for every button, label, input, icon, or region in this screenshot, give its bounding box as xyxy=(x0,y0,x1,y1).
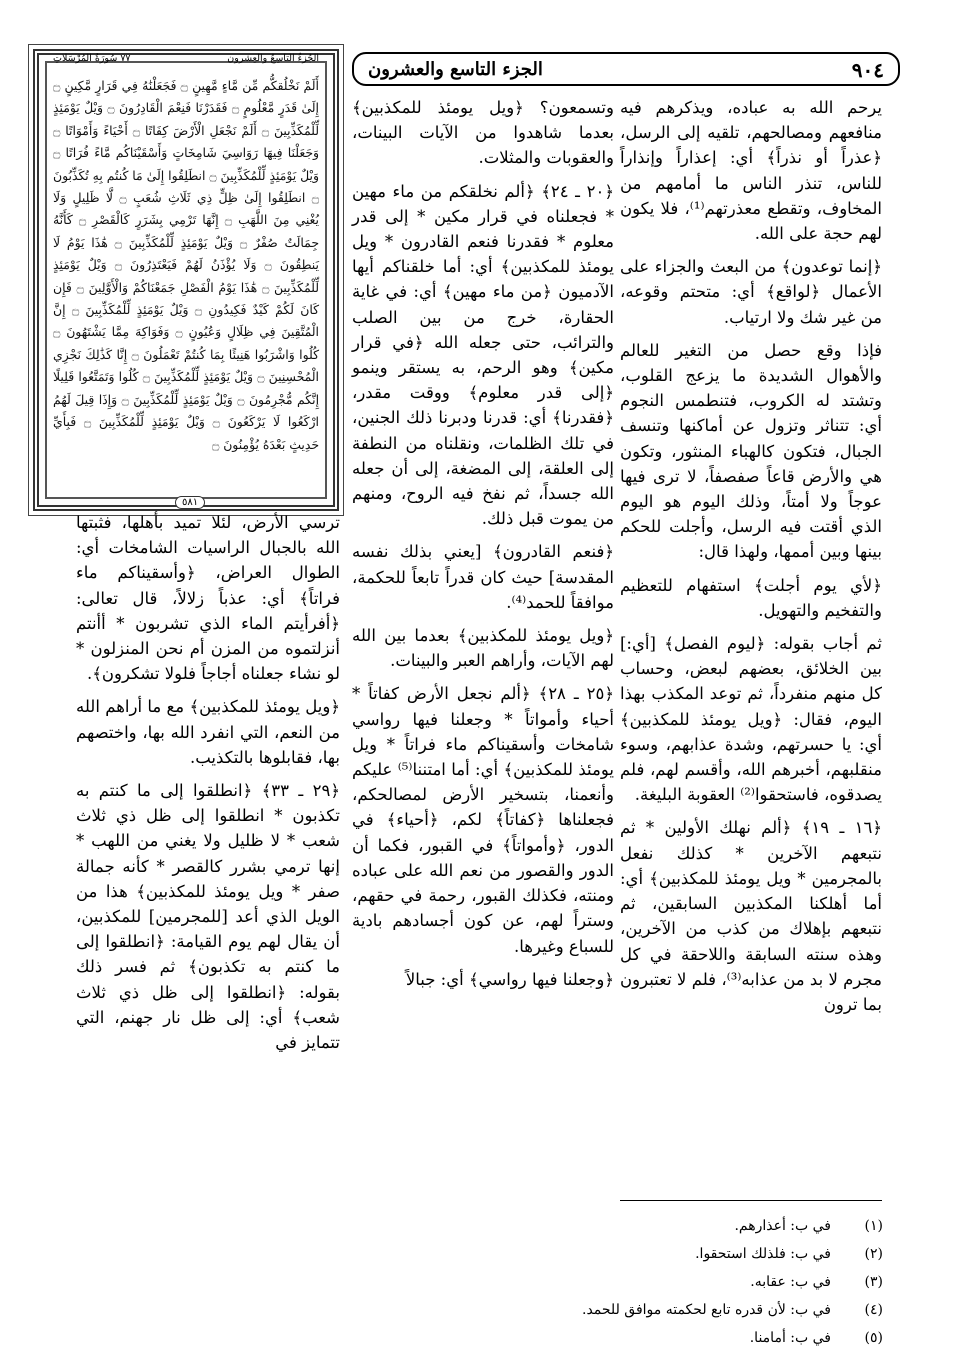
text-column-left xyxy=(76,510,340,1190)
paragraph: ﴿٢٥ ـ ٢٨﴾ ﴿ألم نجعل الأرض كفاتاً * أحياء وأمواتاً * وجعلنا فيها رواسي شامخات وأسقيناكم ماء فراتاً * ويل يومئذ للمكذبين﴾ أي: أما امتننا⁽⁵⁾ عليكم وأنعمنا، بتسخير الأرض لمصالحكم، فجعلناها ﴿كفاتاً﴾ لكم، ﴿أحياء﴾ في الدور، ﴿وأمواتاً﴾ في القبور، فكما أن الدور والقصور من نعم الله على عباده ومنته، فكذلك القبور، رحمة في حقهم، وستراً لهم، عن كون أجسادهم بادية للسباع وغيرها. xyxy=(352,684,614,956)
mushaf-juz-label: الجُزءُ التاسِعُ والعِشرون xyxy=(227,53,319,64)
footnote-text: في ب: فلذلك استحقوا. xyxy=(695,1246,831,1262)
paragraph: ﴿ويل يومئذ للمكذبين﴾ بعدما بين الله لهم الآيات، وأراهم العبر والبينات. xyxy=(352,626,614,671)
footnote-number: (٤) xyxy=(864,1302,883,1318)
footnote-number: (١) xyxy=(864,1218,883,1234)
paragraph: فإذا وقع حصل من التغير للعالم والأهوال الشديدة ما يزعج القلوب، وتشتد له الكروب، فتنطمس النجوم أي: تتناثر وتزول عن أماكنها وتنسف الجبال، فتكون كالهباء المنثور، وتكون هي والأرض قاعاً صفصفاً، لا ترى فيها عوجاً ولا أمتاً، وذلك اليوم هو اليوم الذي أقتت فيه الرسل، وأجلت للحكم بينها وبين أممها، ولهذا قال: xyxy=(620,340,882,562)
mushaf-page-number: ٥٨١ xyxy=(175,496,205,509)
footnote xyxy=(123,1240,883,1268)
paragraph: ﴿ويل يومئذ للمكذبين﴾ مع ما أراهم الله من النعم، التي انفرد الله بها، واختصهم بها، فقابلوها بالتكذيب. xyxy=(76,697,340,767)
footnote-text: في ب: أعذارهم. xyxy=(734,1218,831,1234)
page-number: ٩٠٤ xyxy=(851,58,884,82)
paragraph: ﴿٢٠ ـ ٢٤﴾ ﴿ألم نخلقكم من ماء مهين * فجعلناه في قرار مكين * إلى قدر معلوم * فقدرنا فنعم القادرون * ويل يومئذ للمكذبين﴾ أي: أما خلقناكم أيها الآدميون ﴿من ماء مهين﴾ أي: في غاية الحقارة، خرج من بين الصلب والترائب، حتى جعله الله ﴿في قرار مكين﴾ وهو الرحم، به يستقر وينمو ﴿إلى قدر معلوم﴾ ووقت مقدر، ﴿فقدرنا﴾ أي: قدرنا ودبرنا ذلك الجنين، في تلك الظلمات، ونقلناه من النطفة إلى العلقة، إلى المضغة، إلى أن جعله الله جسداً، ثم نفخ فيه الروح، ومنهم من يموت قبل ذلك. xyxy=(352,181,614,529)
footnote-number: (٢) xyxy=(864,1246,883,1262)
paragraph: ترسي الأرض، لئلا تميد بأهلها، فثبتها الله بالجبال الراسيات الشامخات أي: الطوال العراض، ﴿وأسقيناكم ماء فراتاً﴾ أي: عذباً زلالاً، قال تعالى: ﴿أفرأيتم الماء الذي تشربون * أأنتم أنزلتموه من المزن أم نحن المنزلون * لو نشاء جعلناه أجاجاً فلولا تشكرون﴾. xyxy=(76,513,340,684)
mushaf-header xyxy=(53,53,319,69)
paragraph: ﴿وجعلنا فيها رواسي﴾ أي: جبالاً xyxy=(405,969,614,989)
text-column-right xyxy=(620,95,882,1185)
paragraph: ثم أجاب بقوله: ﴿ليوم الفصل﴾ [أي:] بين الخلائق، بعضهم لبعض، وحساب كل منهم منفرداً، ثم توعد المكذب بهذا اليوم، فقال: ﴿ويل يومئذ للمكذبين﴾ أي: يا حسرتهم، وشدة عذابهم، وسوء منقلبهم، أخبرهم الله، وأقسم لهم، فلم يصدقوه، فاستحقوا⁽²⁾ العقوبة البليغة. xyxy=(620,634,882,805)
footnote xyxy=(123,1212,883,1240)
part-title: الجزء التاسع والعشرون xyxy=(368,59,543,80)
footnote xyxy=(123,1324,883,1352)
footnote-divider xyxy=(620,1200,882,1201)
page-header xyxy=(352,52,900,86)
paragraph: وتسمعون؟ ﴿ويل يومئذ للمكذبين﴾ بعدما شاهدوا من الآيات البينات، والعقوبات والمثلات. xyxy=(352,98,614,168)
footnote-text: في ب: لأن قدره تابع لحكمته موافق للحمد. xyxy=(582,1302,831,1318)
paragraph: ﴿٢٩ ـ ٣٣﴾ ﴿انطلقوا إلى ما كنتم به تكذبون * انطلقوا إلى ظل ذي ثلاث شعب * لا ظليل ولا يغني من اللهب * إنها ترمي بشرر كالقصر * كأنه جمالة صفر * ويل يومئذ للمكذبين﴾ هذا من الويل الذي أعد [للمجرمين] للمكذبين، أن يقال لهم يوم القيامة: ﴿انطلقوا إلى ما كنتم به تكذبون﴾ ثم فسر ذلك بقوله: ﴿انطلقوا إلى ظل ذي ثلاث شعب﴾ أي: إلى ظل نار جهنم، التي تتمايز في xyxy=(76,781,340,1053)
footnote-text: في ب: أمامنا. xyxy=(749,1330,831,1346)
mushaf-page-box xyxy=(28,44,344,516)
footnotes xyxy=(123,1212,883,1352)
paragraph: ﴿إنما توعدون﴾ من البعث والجزاء على الأعمال ﴿لواقع﴾ أي: متحتم وقوعه، من غير شك ولا ارتياب. xyxy=(620,257,882,327)
footnote-number: (٣) xyxy=(864,1274,883,1290)
footnote-number: (٥) xyxy=(864,1330,883,1346)
footnote xyxy=(123,1268,883,1296)
footnote xyxy=(123,1296,883,1324)
footnote-text: في ب: عقابه. xyxy=(750,1274,831,1290)
mushaf-surah-label: ٧٧ سُورَةُ المُرْسَلاتِ xyxy=(53,53,131,64)
paragraph: يرحم الله به عباده، ويذكرهم فيه منافعهم ومصالحهم، تلقيه إلى الرسل، ﴿عذراً أو نذراً﴾ أي: إعذاراً وإنذاراً للناس، تنذر الناس ما أمامهم من المخاوف، وتقطع معذرتهم⁽¹⁾، فلا يكون لهم حجة على الله. xyxy=(620,98,882,244)
paragraph: ﴿١٦ ـ ١٩﴾ ﴿ألم نهلك الأولين * ثم نتبعهم الآخرين * كذلك نفعل بالمجرمين * ويل يومئذ للمكذبين﴾ أي: أما أهلكنا المكذبين السابقين، ثم نتبعهم بإهلاك من كذب من الآخرين، وهذه سنته السابقة واللاحقة في كل مجرم لا بد من عذابه⁽³⁾، فلم لا تعتبرون بما ترون xyxy=(620,818,883,1014)
mushaf-text: أَلَمْ نَخْلُقكُّم مِّن مَّاءٍ مَّهِينٍ ۝ فَجَعَلْنَٰهُ فِي قَرَارٍ مَّكِينٍ ۝ إِلَىٰ قَدَرٍ مَّعْلُومٍ ۝ فَقَدَرْنَا فَنِعْمَ الْقَادِرُونَ ۝ وَيْلٌ يَوْمَئِذٍ لِّلْمُكَذِّبِينَ ۝ أَلَمْ نَجْعَلِ الْأَرْضَ كِفَاتًا ۝ أَحْيَاءً وَأَمْوَاتًا ۝ وَجَعَلْنَا فِيهَا رَوَاسِيَ شَامِخَاتٍ وَأَسْقَيْنَاكُم مَّاءً فُرَاتًا ۝ وَيْلٌ يَوْمَئِذٍ لِّلْمُكَذِّبِينَ ۝ انطَلِقُوا إِلَىٰ مَا كُنتُم بِهِ تُكَذِّبُونَ ۝ انطَلِقُوا إِلَىٰ ظِلٍّ ذِي ثَلَاثِ شُعَبٍ ۝ لَّا ظَلِيلٍ وَلَا يُغْنِي مِنَ اللَّهَبِ ۝ إِنَّهَا تَرْمِي بِشَرَرٍ كَالْقَصْرِ ۝ كَأَنَّهُ جِمَالَتٌ صُفْرٌ ۝ وَيْلٌ يَوْمَئِذٍ لِّلْمُكَذِّبِينَ ۝ هَٰذَا يَوْمُ لَا يَنطِقُونَ ۝ وَلَا يُؤْذَنُ لَهُمْ فَيَعْتَذِرُونَ ۝ وَيْلٌ يَوْمَئِذٍ لِّلْمُكَذِّبِينَ ۝ هَٰذَا يَوْمُ الْفَصْلِ جَمَعْنَاكُمْ وَالْأَوَّلِينَ ۝ فَإِن كَانَ لَكُمْ كَيْدٌ فَكِيدُونِ ۝ وَيْلٌ يَوْمَئِذٍ لِّلْمُكَذِّبِينَ ۝ إِنَّ الْمُتَّقِينَ فِي ظِلَالٍ وَعُيُونٍ ۝ وَفَوَاكِهَ مِمَّا يَشْتَهُونَ ۝ كُلُوا وَاشْرَبُوا هَنِيئًا بِمَا كُنتُمْ تَعْمَلُونَ ۝ إِنَّا كَذَٰلِكَ نَجْزِي الْمُحْسِنِينَ ۝ وَيْلٌ يَوْمَئِذٍ لِّلْمُكَذِّبِينَ ۝ كُلُوا وَتَمَتَّعُوا قَلِيلًا إِنَّكُم مُّجْرِمُونَ ۝ وَيْلٌ يَوْمَئِذٍ لِّلْمُكَذِّبِينَ ۝ وَإِذَا قِيلَ لَهُمُ ارْكَعُوا لَا يَرْكَعُونَ ۝ وَيْلٌ يَوْمَئِذٍ لِّلْمُكَذِّبِينَ ۝ فَبِأَيِّ حَدِيثٍ بَعْدَهُ يُؤْمِنُونَ ۝ xyxy=(53,78,320,452)
text-column-middle xyxy=(352,95,614,1185)
paragraph: ﴿فنعم القادرون﴾ [يعني بذلك نفسه المقدسة] حيث كان قدراً تابعاً للحكمة، موافقاً للحمد⁽⁴⁾. xyxy=(352,542,614,612)
paragraph: ﴿لأي يوم أجلت﴾ استفهام للتعظيم والتفخيم والتهويل. xyxy=(620,575,882,620)
